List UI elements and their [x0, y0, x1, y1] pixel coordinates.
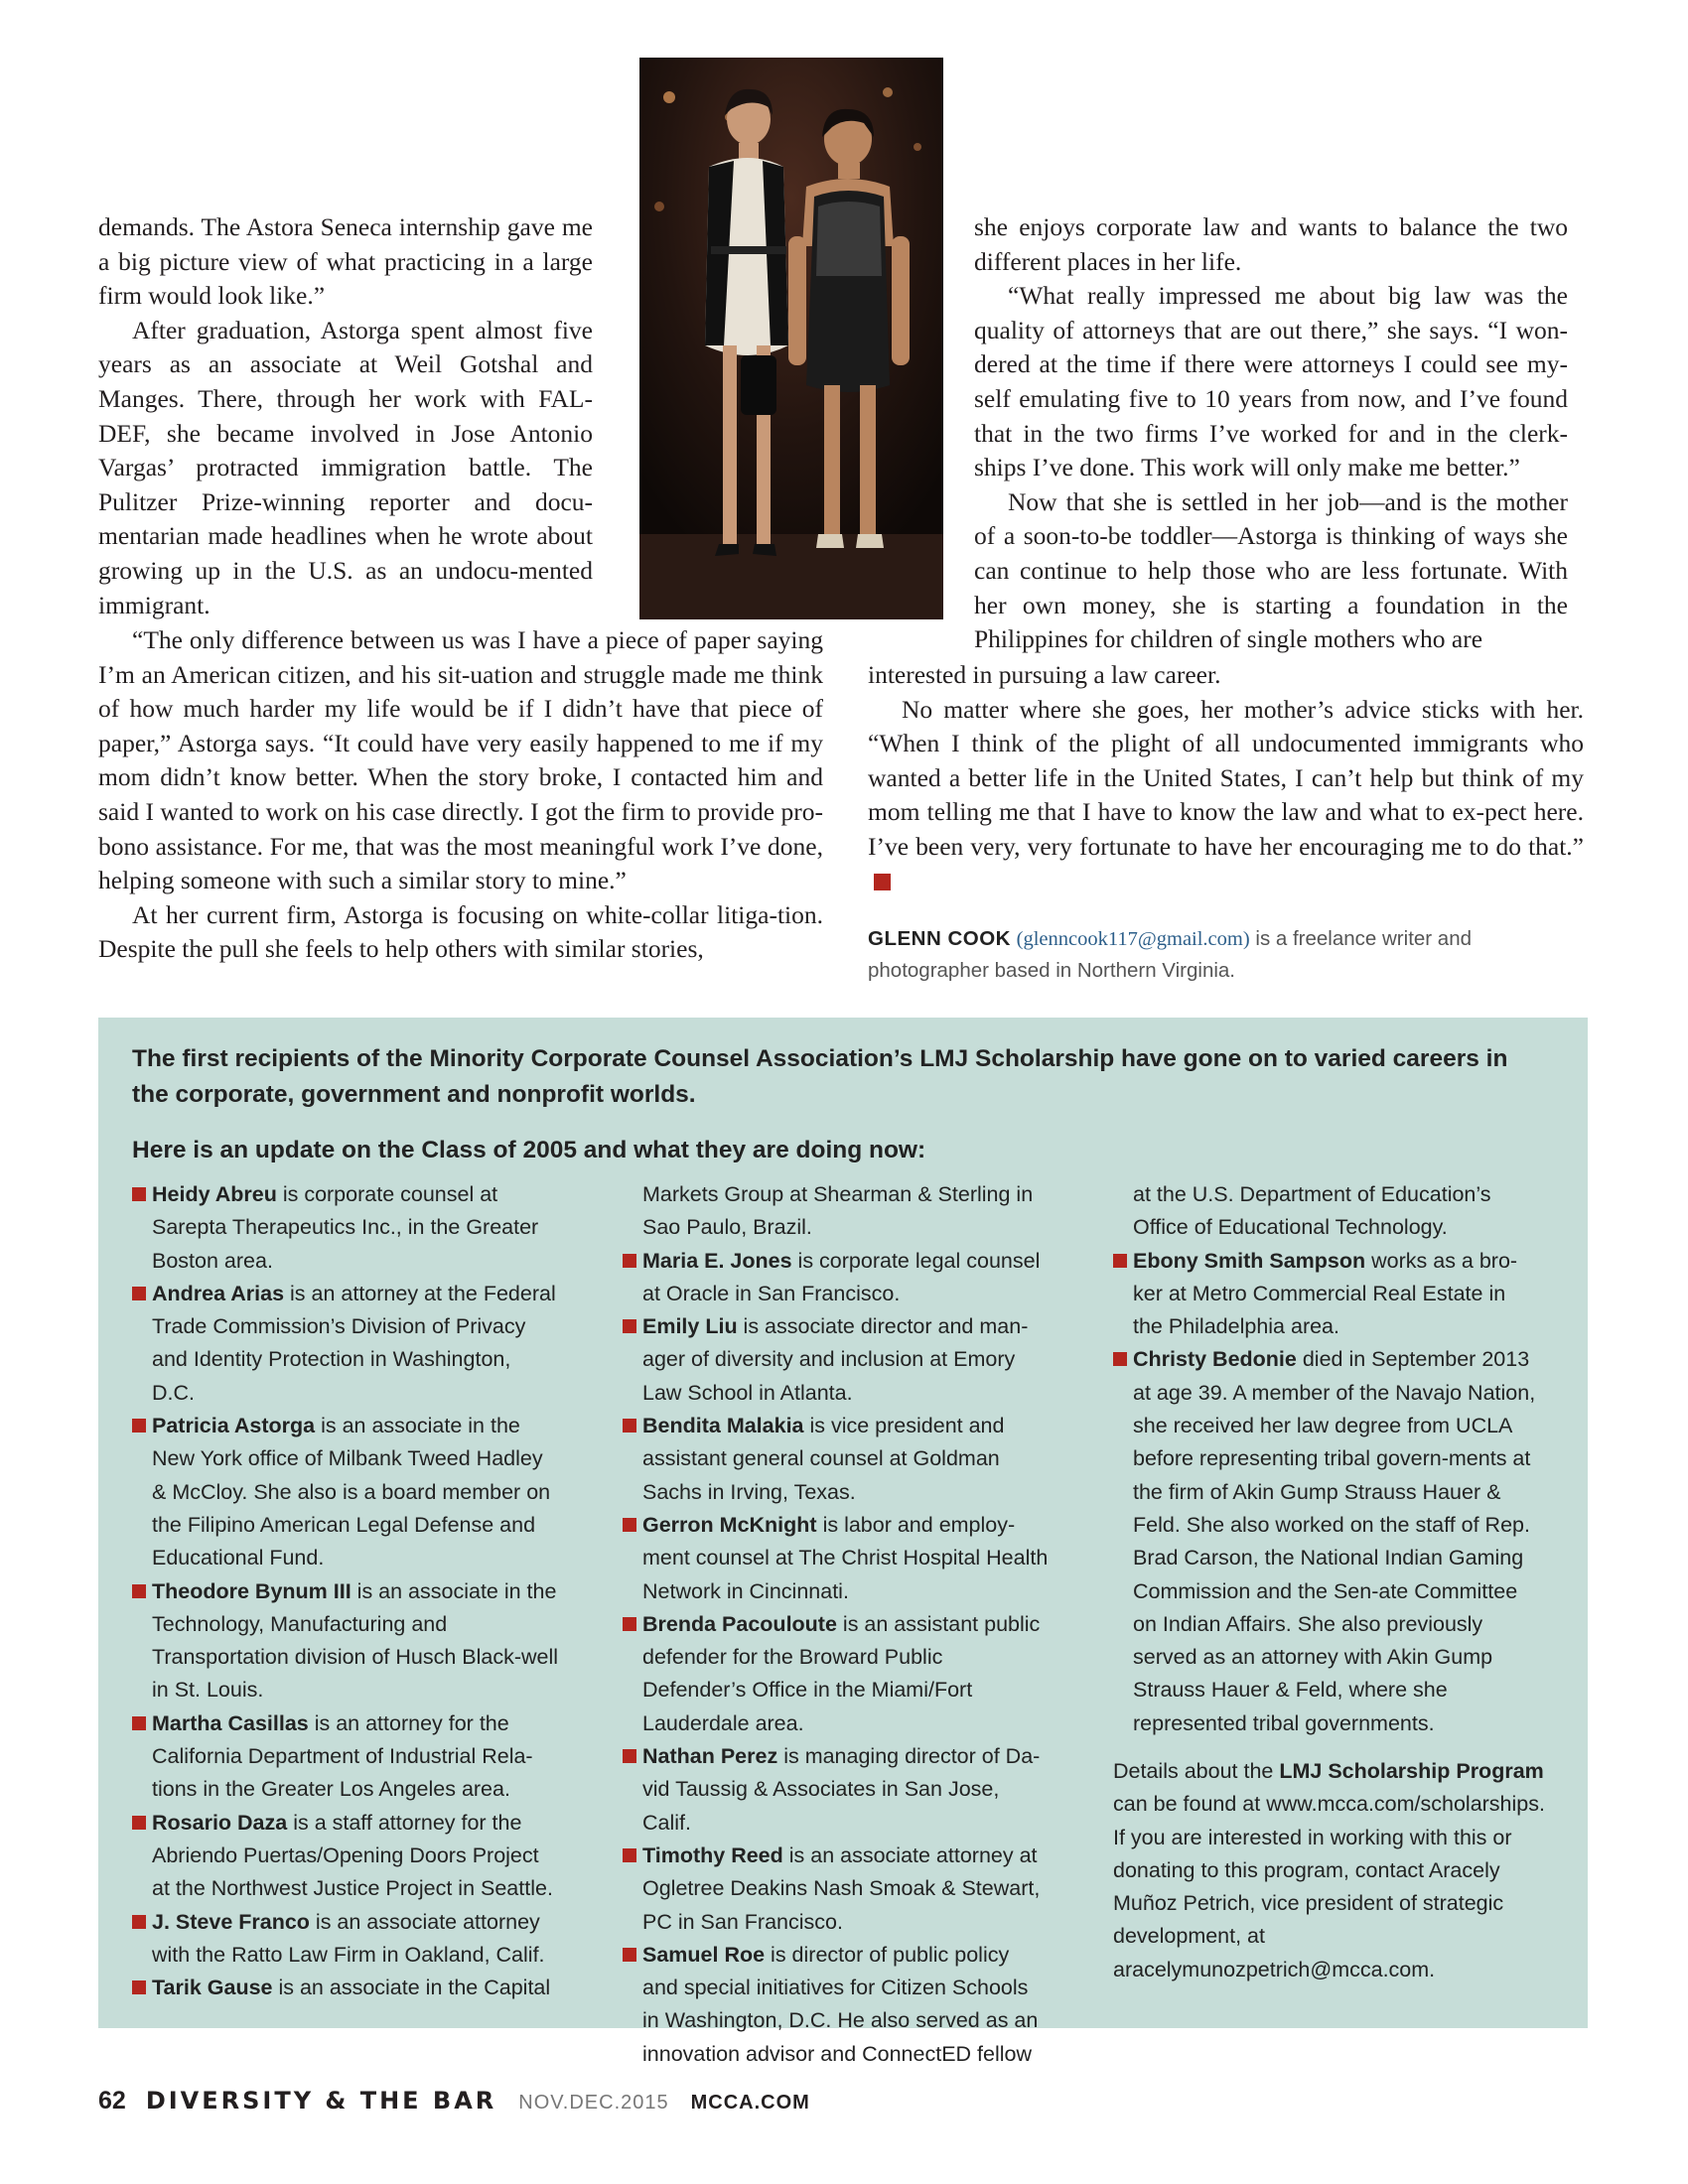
red-square-bullet-icon — [623, 1617, 636, 1631]
recipient-description: is an attorney at the Federal Trade Commission’s Division of Privacy and Identity Protection in Washington, D.C. — [152, 1281, 556, 1405]
article-column-left-bottom — [98, 623, 823, 967]
page-number: 62 — [98, 2087, 126, 2115]
recipient-name: Rosario Daza — [152, 1810, 288, 1835]
recipient-name: Patricia Astorga — [152, 1414, 316, 1438]
recipient-list-column-3 — [1113, 1178, 1540, 1740]
article-paragraph: Now that she is settled in her job—and is the mother of a soon-to-be toddler—Astorga is thinking of ways she can continue to help those who are less fortunate. With her own money, she is starting a foundation in the Philippines for children of single mothers who are — [974, 486, 1568, 654]
recipient-description: is an associate in the New York office of Milbank Tweed Hadley & McCloy. She also is a board member on the Filipino American Legal Defense and Educational Fund. — [152, 1414, 551, 1570]
red-square-bullet-icon — [132, 1584, 146, 1598]
recipient-list-item — [623, 1608, 1050, 1740]
article-paragraph: she enjoys corporate law and wants to balance the two different places in her life. — [974, 212, 1568, 276]
recipient-list-item — [623, 1310, 1050, 1410]
details-program-name: LMJ Scholarship Program — [1279, 1759, 1544, 1783]
recipient-name: Bendita Malakia — [642, 1414, 804, 1438]
red-square-bullet-icon — [623, 1749, 636, 1763]
sidebar-lead: The first recipients of the Minority Corporate Counsel Association’s LMJ Scholarship have gone on to varied careers in the corporate, government and nonprofit worlds. — [132, 1045, 1508, 1108]
article-column-right-top — [974, 210, 1568, 657]
recipient-description: is managing director of Da-vid Taussig & Associates in San Jose, Calif. — [642, 1744, 1041, 1835]
red-square-bullet-icon — [623, 1518, 636, 1532]
recipient-list-column-2 — [623, 1178, 1050, 2071]
recipient-list-item — [623, 1509, 1050, 1608]
scholarship-sidebar — [98, 1018, 1588, 2066]
article-paragraph: demands. The Astora Seneca internship gave me a big picture view of what practicing in a large firm would look like.” — [98, 212, 593, 311]
scholarship-details — [1113, 1755, 1550, 1986]
recipient-description: is an associate attorney with the Ratto Law Firm in Oakland, Calif. — [152, 1909, 545, 1967]
recipient-name: Timothy Reed — [642, 1843, 783, 1867]
recipient-list-item — [623, 1939, 1050, 2071]
recipient-description: is associate director and man-ager of diversity and inclusion at Emory Law School in Atlanta. — [642, 1314, 1029, 1405]
recipient-name: Emily Liu — [642, 1314, 738, 1339]
article-photo — [639, 58, 943, 619]
author-bio-text: is a freelance writer and photographer based in Northern Virginia. — [868, 927, 1473, 982]
article-paragraph-final — [868, 693, 1584, 899]
details-text-post: can be found at www.mcca.com/scholarships. If you are interested in working with this or donating to this program, contact Aracely Muñoz Petrich, vice president of strategic development, at aracelymunozpetrich@mcca.com. — [1113, 1792, 1545, 1981]
red-square-bullet-icon — [1113, 1352, 1127, 1366]
recipient-list-item — [1113, 1245, 1540, 1344]
recipient-list-column-1 — [132, 1178, 559, 2004]
recipient-name: J. Steve Franco — [152, 1909, 310, 1934]
recipient-description: is an assistant public defender for the Broward Public Defender’s Office in the Miami/Fort Lauderdale area. — [642, 1611, 1041, 1735]
recipient-description: is a staff attorney for the Abriendo Puertas/Opening Doors Project at the Northwest Justice Project in Seattle. — [152, 1810, 553, 1901]
article-paragraph: interested in pursuing a law career. — [868, 660, 1221, 689]
recipient-name: Andrea Arias — [152, 1281, 285, 1305]
recipient-description: is corporate legal counsel at Oracle in San Francisco. — [642, 1248, 1041, 1305]
recipient-name: Samuel Roe — [642, 1942, 766, 1967]
red-square-bullet-icon — [623, 1419, 636, 1433]
recipient-name: Theodore Bynum III — [152, 1578, 352, 1603]
recipient-list-item — [623, 1245, 1050, 1311]
recipient-name: Martha Casillas — [152, 1710, 309, 1735]
red-square-bullet-icon — [132, 1915, 146, 1929]
article-column-left-top — [98, 210, 593, 622]
recipient-description: is vice president and assistant general counsel at Goldman Sachs in Irving, Texas. — [642, 1414, 1005, 1504]
recipient-description: is an attorney for the California Department of Industrial Rela-tions in the Greater Los Angeles area. — [152, 1710, 533, 1802]
recipient-list-item — [132, 1278, 559, 1410]
recipient-list-item — [132, 1906, 559, 1973]
author-name: GLENN COOK — [868, 927, 1011, 950]
recipient-description: is corporate counsel at Sarepta Therapeutics Inc., in the Greater Boston area. — [152, 1182, 539, 1273]
issue-date: NOV.DEC.2015 — [518, 2092, 669, 2114]
list-item-continuation: at the U.S. Department of Education’s Office of Educational Technology. — [1133, 1182, 1491, 1240]
recipient-name: Brenda Pacouloute — [642, 1611, 837, 1636]
red-square-bullet-icon — [132, 1287, 146, 1300]
recipient-list-item — [132, 1972, 559, 2004]
recipient-name: Tarik Gause — [152, 1976, 273, 2000]
recipient-list-item — [623, 1410, 1050, 1509]
red-square-bullet-icon — [623, 1254, 636, 1268]
sidebar-subhead: Here is an update on the Class of 2005 and what they are doing now: — [132, 1137, 926, 1163]
recipient-list-item — [1113, 1343, 1540, 1740]
article-paragraph: At her current firm, Astorga is focusing on white-collar litiga-tion. Despite the pull she feels to help others with similar stories, — [98, 899, 823, 964]
red-square-bullet-icon — [132, 1716, 146, 1730]
recipient-list-item — [623, 1840, 1050, 1939]
recipient-list-item — [132, 1707, 559, 1807]
red-square-bullet-icon — [623, 1948, 636, 1962]
recipient-description: died in September 2013 at age 39. A member of the Navajo Nation, she received her law degree from UCLA before representing tribal govern-ments at the firm of Akin Gump Strauss Hauer & Feld. She also worked on the staff of Rep. Brad Carson, the National Indian Gaming Commission and the Sen-ate Committee on Indian Affairs. She also previously served as an attorney with Akin Gump Strauss Hauer & Feld, where she represented tribal governments. — [1133, 1347, 1536, 1735]
article-paragraph: “The only difference between us was I have a piece of paper saying I’m an American citizen, and his sit-uation and struggle made me think of how much harder my life would be if I didn’t have that piece of paper,” Astorga says. “It could have very easily happened to me if my mom didn’t know better. When the story broke, I contacted him and said I wanted to work on his case directly. I got the firm to provide pro-bono assistance. For me, that was the most meaningful work I’ve done, helping someone with such a similar story to mine.” — [98, 625, 823, 895]
recipient-description: is an associate attorney at Ogletree Deakins Nash Smoak & Stewart, PC in San Francisco. — [642, 1843, 1041, 1934]
author-email-link[interactable]: (glenncook117@gmail.com) — [1016, 928, 1250, 950]
recipient-name: Nathan Perez — [642, 1744, 778, 1769]
recipient-description: is an associate in the Capital — [272, 1976, 551, 2000]
recipient-list-item — [623, 1740, 1050, 1840]
article-column-right-bottom — [868, 658, 1584, 898]
magazine-title: DIVERSITY & THE BAR — [145, 2087, 497, 2115]
red-square-bullet-icon — [623, 1319, 636, 1333]
recipient-name: Ebony Smith Sampson — [1133, 1248, 1366, 1273]
red-square-bullet-icon — [1113, 1254, 1127, 1268]
details-text-pre: Details about the — [1113, 1759, 1280, 1783]
recipient-description: is director of public policy and special initiatives for Citizen Schools in Washington, D.C. He also served as an innovation advisor and ConnectED fellow — [642, 1942, 1039, 2066]
recipient-name: Maria E. Jones — [642, 1248, 792, 1273]
recipient-list-item — [132, 1575, 559, 1707]
red-square-bullet-icon — [132, 1187, 146, 1201]
recipient-list-item — [132, 1807, 559, 1906]
recipient-description: is an associate in the Technology, Manufacturing and Transportation division of Husch Black-well in St. Louis. — [152, 1578, 559, 1703]
recipient-description: is labor and employ-ment counsel at The Christ Hospital Health Network in Cincinnati. — [642, 1512, 1049, 1603]
website-link[interactable]: MCCA.COM — [690, 2092, 810, 2114]
red-square-bullet-icon — [132, 1980, 146, 1994]
red-square-bullet-icon — [132, 1816, 146, 1830]
recipient-list-item — [132, 1410, 559, 1574]
author-bio — [868, 923, 1583, 987]
article-paragraph: After graduation, Astorga spent almost five years as an associate at Weil Gotshal and Manges. There, through her work with FAL-DEF, she became involved in Jose Antonio Vargas’ protracted immigration battle. The Pulitzer Prize-winning reporter and docu-mentarian made headlines when he wrote about growing up in the U.S. as an undocu-mented immigrant. — [98, 315, 593, 619]
red-square-icon — [874, 874, 891, 890]
recipient-name: Christy Bedonie — [1133, 1347, 1297, 1372]
article-paragraph: “What really impressed me about big law was the quality of attorneys that are out there,” she says. “I won-dered at the time if there were attorneys I could see my-self emulating five to 10 years from now, and I’ve found that in the two firms I’ve worked for and in the clerk-ships I’ve done. This work will only make me better.” — [974, 281, 1568, 482]
recipient-description: works as a bro-ker at Metro Commercial Real Estate in the Philadelphia area. — [1133, 1248, 1518, 1339]
list-item-continuation: Markets Group at Shearman & Sterling in Sao Paulo, Brazil. — [642, 1182, 1034, 1240]
recipient-name: Gerron McKnight — [642, 1512, 817, 1537]
final-paragraph-text: No matter where she goes, her mother’s advice sticks with her. “When I think of the plight of all undocumented immigrants who wanted a better life in the United States, I can’t help but think of my mom telling me that I have to know the law and what to ex-pect here. I’ve been very, very fortunate to have her encouraging me to do that.” — [868, 694, 1584, 861]
red-square-bullet-icon — [623, 1848, 636, 1862]
page-footer — [98, 2087, 810, 2126]
red-square-bullet-icon — [132, 1419, 146, 1433]
recipient-name: Heidy Abreu — [152, 1182, 277, 1206]
recipient-list-item — [132, 1178, 559, 1278]
photo-illustration — [639, 58, 943, 619]
